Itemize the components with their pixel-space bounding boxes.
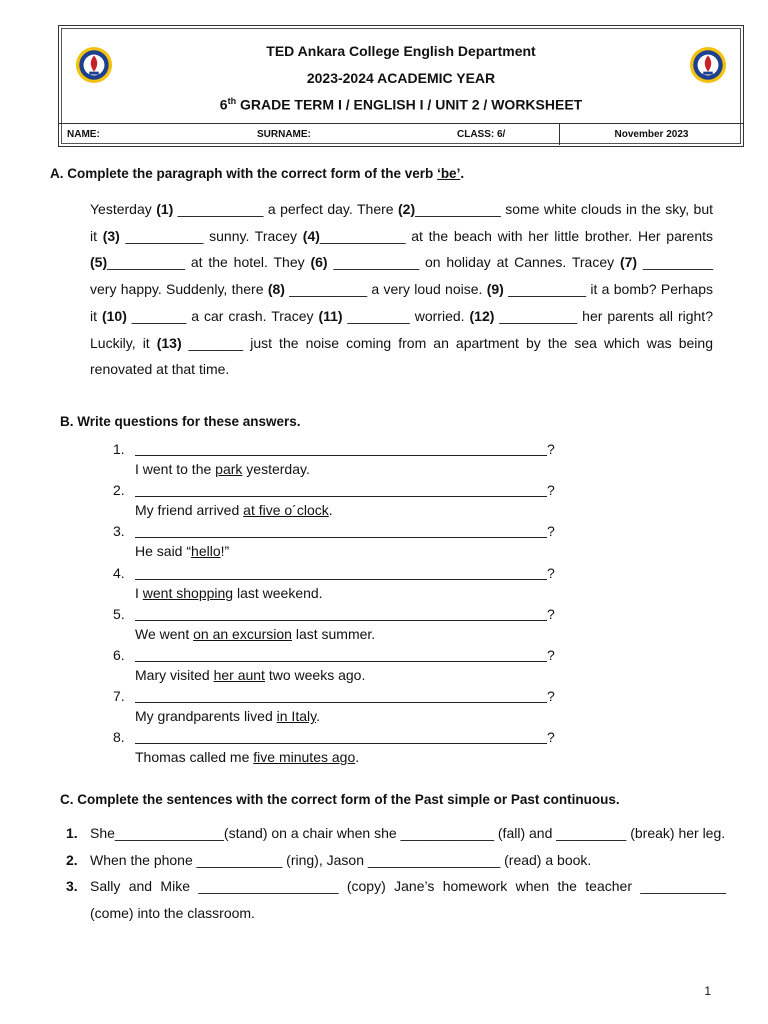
- paragraph-text: _________ very happy. Suddenly, there: [90, 254, 713, 298]
- question-mark: ?: [547, 688, 555, 705]
- sentence-item: [66, 847, 726, 874]
- answer-line[interactable]: [135, 729, 547, 744]
- answer-line[interactable]: [135, 606, 547, 621]
- question-number: 2.: [113, 482, 125, 499]
- blank-number: (12): [469, 307, 495, 324]
- question-item: [113, 729, 563, 770]
- question-mark: ?: [547, 523, 555, 540]
- question-number: 8.: [113, 729, 125, 746]
- question-number: 6.: [113, 646, 125, 663]
- answer-text: [135, 749, 359, 765]
- paragraph-text: __________ a very loud noise.: [284, 281, 487, 298]
- worksheet-header: [58, 25, 744, 147]
- paragraph-text: ___________ at the beach with her little brother. Her parents: [319, 227, 713, 244]
- answer-segment: .: [316, 708, 320, 725]
- answer-segment: Thomas called me: [135, 749, 254, 766]
- question-number: 1.: [113, 441, 125, 457]
- underlined-answer: her aunt: [213, 666, 265, 683]
- answer-text: [135, 585, 323, 601]
- answer-segment: last weekend.: [233, 584, 323, 601]
- question-number: 4.: [113, 564, 125, 581]
- question-mark: ?: [547, 564, 555, 581]
- sentence-text: She______________(stand) on a chair when she ____________ (fall) and _________ (break) her leg.: [90, 825, 726, 841]
- blank-number: (13): [156, 334, 182, 351]
- answer-segment: I went to the: [135, 461, 216, 477]
- question-item: [113, 606, 563, 647]
- underlined-answer: hello: [191, 543, 221, 560]
- worksheet-title: 6th GRADE TERM I / ENGLISH I / UNIT 2 / WORKSHEET: [219, 96, 583, 113]
- underlined-answer: park: [215, 461, 243, 477]
- date-label: November 2023: [559, 124, 743, 145]
- answer-segment: !”: [220, 543, 230, 560]
- answer-line[interactable]: [135, 565, 547, 580]
- section-a-paragraph: [90, 196, 713, 383]
- underlined-answer: on an excursion: [193, 625, 292, 642]
- question-item: [113, 441, 563, 482]
- blank-number: (10): [101, 307, 127, 324]
- answer-text: [135, 461, 310, 477]
- blank-number: (1): [156, 201, 174, 217]
- question-mark: ?: [547, 482, 555, 499]
- class-label: CLASS: 6/: [457, 129, 506, 140]
- answer-line[interactable]: [135, 523, 547, 538]
- blank-number: (6): [310, 254, 328, 271]
- answer-segment: He said “: [135, 543, 192, 560]
- paragraph-text: __________ sunny. Tracey: [119, 227, 303, 244]
- answer-text: [135, 502, 333, 518]
- answer-segment: We went: [135, 625, 194, 642]
- blank-number: (9): [486, 281, 504, 298]
- sentence-number: 2.: [66, 851, 78, 868]
- paragraph-text: __________ her parents all right? Luckily, it: [90, 307, 713, 351]
- sentence-item: [66, 820, 726, 847]
- question-item: [113, 647, 563, 688]
- answer-line[interactable]: [135, 441, 547, 456]
- page-number: 1: [704, 984, 711, 998]
- paragraph-text: __________ it a bomb? Perhaps it: [90, 281, 714, 324]
- underlined-answer: five minutes ago: [253, 749, 356, 766]
- answer-text: [135, 543, 229, 559]
- paragraph-text: ___________ some white clouds in the sky, but it: [90, 201, 713, 244]
- underlined-answer: at five o´clock: [243, 502, 329, 519]
- answer-segment: yesterday.: [242, 461, 310, 477]
- blank-number: (11): [318, 307, 343, 324]
- question-item: [113, 482, 563, 523]
- question-item: [113, 565, 563, 606]
- sentence-text: When the phone ___________ (ring), Jason _________________ (read) a book.: [90, 851, 592, 868]
- section-a-title: A. Complete the paragraph with the correct form of the verb ‘be’.: [50, 166, 465, 181]
- blank-number: (2): [398, 201, 416, 217]
- blank-number: (4): [302, 227, 320, 244]
- sentence-item: [66, 873, 726, 926]
- section-b-title: B. Write questions for these answers.: [60, 414, 301, 429]
- answer-segment: .: [328, 502, 333, 519]
- question-mark: ?: [547, 605, 555, 622]
- sentence-number: 1.: [66, 825, 78, 841]
- underlined-answer: in Italy: [276, 708, 317, 725]
- sentence-text: Sally and Mike __________________ (copy) Jane’s homework when the teacher ___________ (come) into the classroom.: [90, 878, 726, 922]
- paragraph-text: ___________ on holiday at Cannes. Tracey: [327, 254, 620, 271]
- paragraph-text: _______ a car crash. Tracey: [126, 307, 319, 324]
- blank-number: (8): [267, 281, 285, 298]
- answer-segment: .: [355, 749, 360, 766]
- answer-segment: Mary visited: [135, 666, 214, 683]
- question-mark: ?: [547, 729, 555, 746]
- section-c-title: C. Complete the sentences with the correct form of the Past simple or Past continuous.: [60, 792, 620, 807]
- answer-text: [135, 626, 375, 642]
- answer-segment: My friend arrived: [135, 502, 244, 519]
- paragraph-text: ___________ a perfect day. There: [173, 201, 399, 217]
- sentence-list: [66, 820, 726, 927]
- answer-line[interactable]: [135, 688, 547, 703]
- paragraph-text: Yesterday: [90, 201, 157, 217]
- question-item: [113, 523, 563, 564]
- question-number: 3.: [113, 523, 125, 540]
- surname-label: SURNAME:: [257, 129, 311, 140]
- answer-segment: two weeks ago.: [264, 666, 366, 683]
- answer-segment: I: [135, 584, 143, 601]
- student-info-row: [59, 123, 743, 145]
- answer-text: [135, 708, 320, 724]
- sentence-number: 3.: [66, 878, 78, 895]
- name-label: NAME:: [67, 129, 100, 140]
- answer-segment: last summer.: [291, 625, 376, 642]
- question-mark: ?: [547, 441, 555, 457]
- blank-number: (3): [102, 227, 120, 244]
- answer-text: [135, 667, 365, 683]
- blank-number: (5): [90, 254, 108, 271]
- question-number: 7.: [113, 688, 125, 705]
- question-item: [113, 688, 563, 729]
- question-number: 5.: [113, 605, 125, 622]
- answer-segment: My grandparents lived: [135, 708, 277, 725]
- academic-year: 2023-2024 ACADEMIC YEAR: [306, 70, 496, 86]
- question-mark: ?: [547, 646, 555, 663]
- answer-line[interactable]: [135, 482, 547, 497]
- paragraph-text: ________ worried.: [342, 307, 470, 324]
- answer-line[interactable]: [135, 647, 547, 662]
- question-list: [113, 441, 563, 771]
- paragraph-text: _______ just the noise coming from an apartment by the sea which was being renovated at that time.: [90, 334, 713, 378]
- paragraph-text: __________ at the hotel. They: [107, 254, 311, 271]
- department-title: TED Ankara College English Department: [266, 43, 536, 59]
- blank-number: (7): [619, 254, 638, 271]
- underlined-answer: went shopping: [142, 584, 234, 601]
